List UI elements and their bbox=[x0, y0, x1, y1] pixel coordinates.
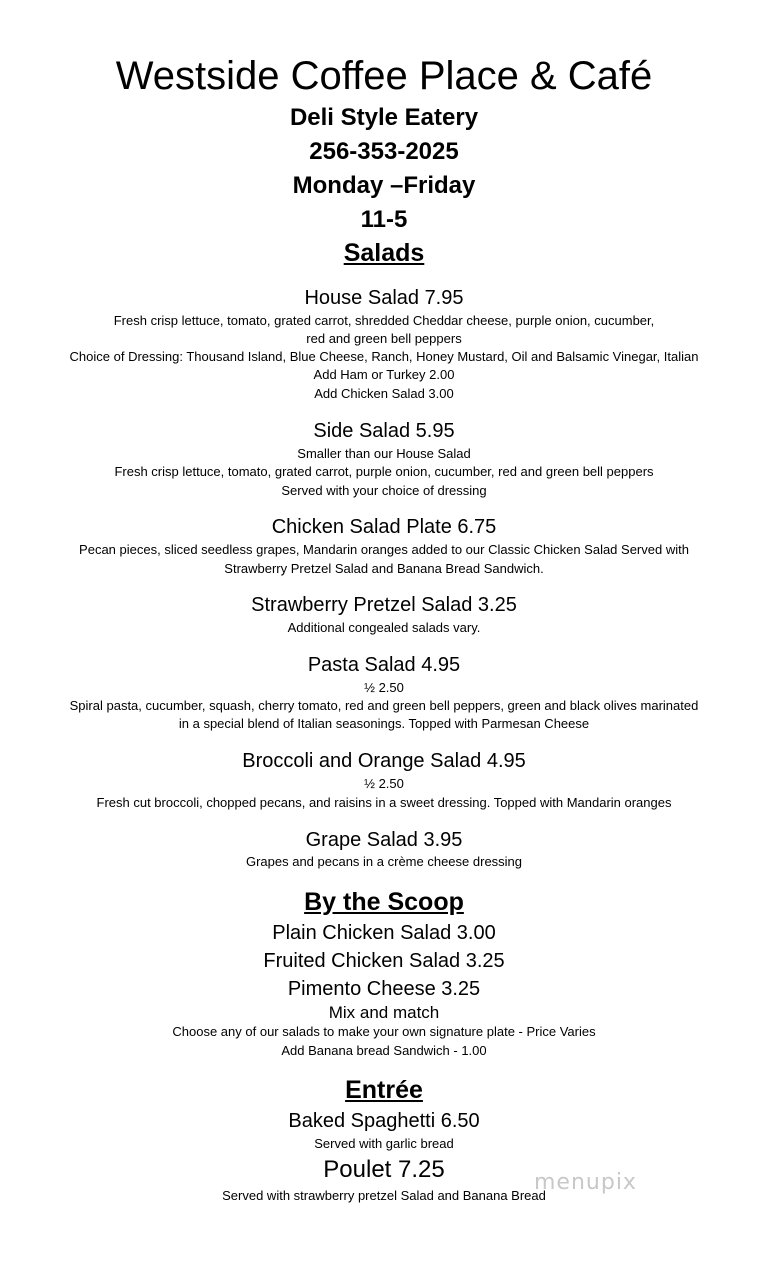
spaghetti-name: Baked Spaghetti 6.50 bbox=[288, 1110, 480, 1132]
pasta-salad-line: Spiral pasta, cucumber, squash, cherry tomato, red and green bell peppers, green and black olives marinated bbox=[69, 698, 699, 713]
poulet-name: Poulet 7.25 bbox=[323, 1156, 445, 1183]
restaurant-name: Westside Coffee Place & Café bbox=[115, 54, 653, 98]
broccoli-salad-line: ½ 2.50 bbox=[364, 776, 404, 791]
chicken-plate-name: Chicken Salad Plate 6.75 bbox=[271, 516, 497, 538]
scoop-heading: By the Scoop bbox=[304, 888, 464, 916]
side-salad-line: Smaller than our House Salad bbox=[297, 446, 471, 461]
house-salad-line: red and green bell peppers bbox=[306, 331, 462, 346]
house-salad-line: Fresh crisp lettuce, tomato, grated carrot, shredded Cheddar cheese, purple onion, cucumber, bbox=[113, 313, 655, 328]
hours: 11-5 bbox=[360, 206, 408, 233]
days: Monday –Friday bbox=[292, 172, 476, 199]
scoop-item: Plain Chicken Salad 3.00 bbox=[272, 922, 496, 944]
pasta-salad-line: ½ 2.50 bbox=[364, 680, 404, 695]
broccoli-salad-line: Fresh cut broccoli, chopped pecans, and raisins in a sweet dressing. Topped with Mandarin oranges bbox=[96, 795, 672, 810]
chicken-plate-line: Pecan pieces, sliced seedless grapes, Mandarin oranges added to our Classic Chicken Salad Served with bbox=[79, 542, 689, 557]
scoop-line: Add Banana bread Sandwich - 1.00 bbox=[281, 1043, 487, 1058]
pasta-salad-line: in a special blend of Italian seasonings. Topped with Parmesan Cheese bbox=[178, 716, 590, 731]
pasta-salad-name: Pasta Salad 4.95 bbox=[307, 654, 461, 676]
subtitle: Deli Style Eatery bbox=[289, 104, 479, 131]
watermark: menupix bbox=[534, 1170, 637, 1195]
mix-and-match: Mix and match bbox=[328, 1003, 440, 1022]
scoop-line: Choose any of our salads to make your own signature plate - Price Varies bbox=[172, 1024, 596, 1039]
house-salad-line: Add Chicken Salad 3.00 bbox=[314, 386, 454, 401]
chicken-plate-line: Strawberry Pretzel Salad and Banana Bread Sandwich. bbox=[224, 561, 544, 576]
side-salad-line: Served with your choice of dressing bbox=[281, 483, 487, 498]
salads-heading: Salads bbox=[343, 239, 425, 267]
grape-salad-line: Grapes and pecans in a crème cheese dressing bbox=[245, 854, 523, 869]
broccoli-salad-name: Broccoli and Orange Salad 4.95 bbox=[242, 750, 526, 772]
strawberry-salad-line: Additional congealed salads vary. bbox=[287, 620, 481, 635]
house-salad-name: House Salad 7.95 bbox=[304, 287, 464, 309]
spaghetti-line: Served with garlic bread bbox=[314, 1136, 454, 1151]
entree-heading: Entrée bbox=[345, 1076, 423, 1104]
grape-salad-name: Grape Salad 3.95 bbox=[305, 829, 463, 851]
house-salad-line: Choice of Dressing: Thousand Island, Blue Cheese, Ranch, Honey Mustard, Oil and Balsamic Vinegar, Italian bbox=[69, 349, 699, 364]
scoop-item: Fruited Chicken Salad 3.25 bbox=[263, 950, 505, 972]
side-salad-line: Fresh crisp lettuce, tomato, grated carrot, purple onion, cucumber, red and green bell peppers bbox=[114, 464, 654, 479]
scoop-item: Pimento Cheese 3.25 bbox=[287, 978, 481, 1000]
poulet-line: Served with strawberry pretzel Salad and Banana Bread bbox=[222, 1188, 546, 1203]
phone: 256-353-2025 bbox=[309, 138, 459, 165]
strawberry-salad-name: Strawberry Pretzel Salad 3.25 bbox=[251, 594, 517, 616]
house-salad-line: Add Ham or Turkey 2.00 bbox=[313, 367, 455, 382]
side-salad-name: Side Salad 5.95 bbox=[313, 420, 455, 442]
